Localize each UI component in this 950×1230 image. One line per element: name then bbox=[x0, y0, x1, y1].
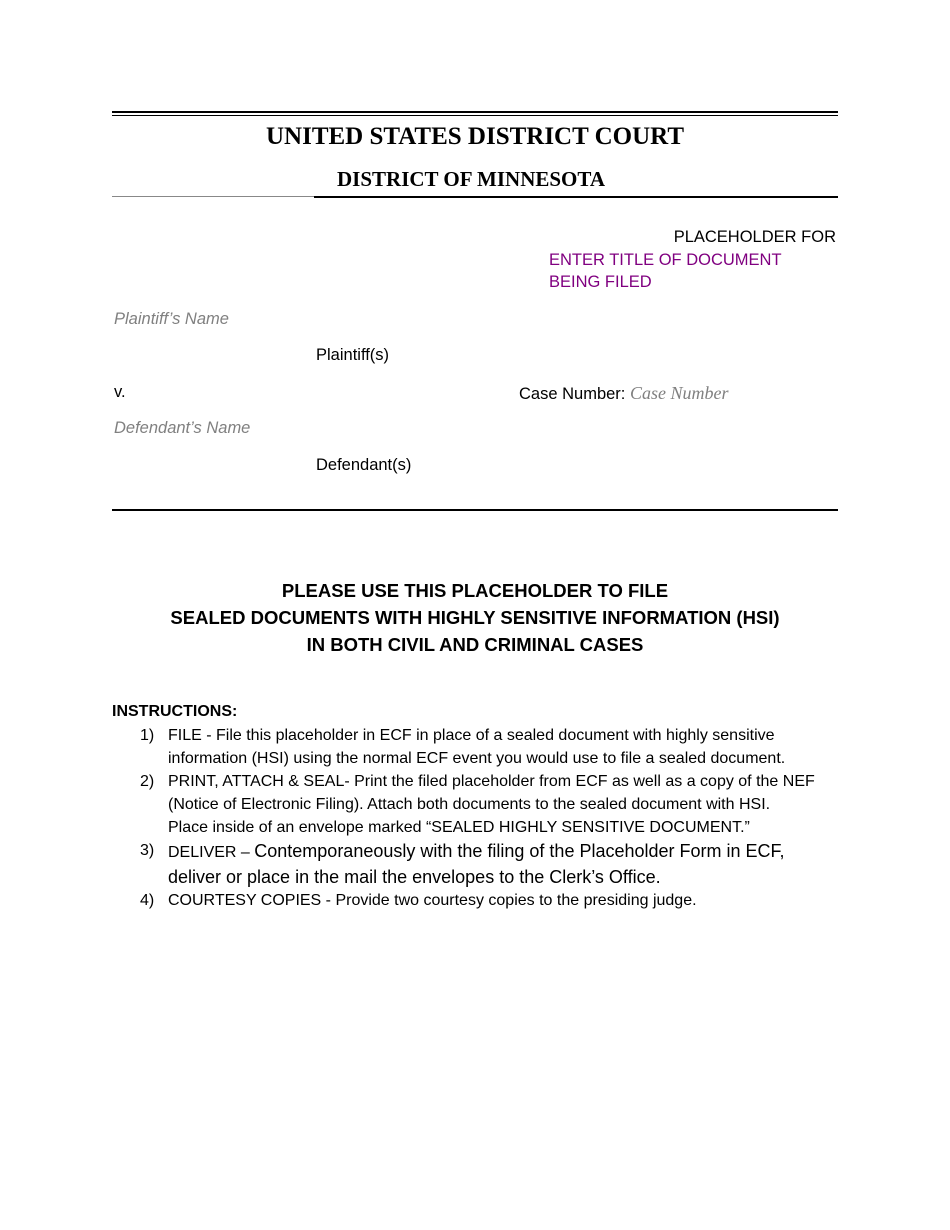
instruction-number: 4) bbox=[140, 892, 155, 909]
plaintiff-label: Plaintiff(s) bbox=[316, 346, 390, 364]
document-title-line1[interactable]: ENTER TITLE OF DOCUMENT bbox=[549, 251, 782, 269]
instructions-heading: INSTRUCTIONS: bbox=[112, 703, 238, 720]
district-underline-left bbox=[112, 196, 314, 197]
instruction-prefix: DELIVER – bbox=[168, 844, 255, 861]
header-top-rule-thin bbox=[112, 115, 838, 116]
instructions-list bbox=[112, 724, 852, 912]
document-prefix: PLACEHOLDER FOR bbox=[673, 228, 836, 246]
instruction-text bbox=[168, 770, 852, 839]
plaintiff-name-field[interactable]: Plaintiff’s Name bbox=[114, 310, 229, 328]
instruction-line: COURTESY COPIES - Provide two courtesy copies to the presiding judge. bbox=[168, 892, 697, 909]
instruction-item-4 bbox=[112, 889, 852, 912]
case-number-field[interactable]: Case Number bbox=[629, 383, 729, 403]
caption-bottom-rule bbox=[112, 509, 838, 511]
instruction-line bbox=[168, 839, 852, 865]
instruction-item-1 bbox=[112, 724, 852, 770]
case-number bbox=[519, 383, 728, 404]
instruction-item-3 bbox=[112, 839, 852, 889]
district-title: DISTRICT OF MINNESOTA bbox=[337, 167, 605, 191]
instruction-text bbox=[168, 889, 852, 912]
instruction-number: 1) bbox=[140, 727, 155, 744]
instruction-line: (Notice of Electronic Filing). Attach both documents to the sealed document with HSI. bbox=[168, 796, 771, 813]
instruction-text bbox=[168, 724, 852, 770]
instruction-line: information (HSI) using the normal ECF event you would use to file a sealed document. bbox=[168, 750, 786, 767]
notice-line1: PLEASE USE THIS PLACEHOLDER TO FILE bbox=[281, 580, 669, 601]
instruction-line: FILE - File this placeholder in ECF in place of a sealed document with highly sensitive bbox=[168, 727, 775, 744]
district-underline-right bbox=[314, 196, 838, 198]
instruction-line: deliver or place in the mail the envelopes to the Clerk’s Office. bbox=[168, 867, 661, 887]
instruction-text bbox=[168, 839, 852, 889]
case-number-label: Case Number: bbox=[519, 385, 626, 403]
instruction-number: 3) bbox=[140, 842, 155, 859]
defendant-label: Defendant(s) bbox=[316, 456, 412, 474]
court-title: UNITED STATES DISTRICT COURT bbox=[266, 123, 684, 150]
defendant-name-field[interactable]: Defendant’s Name bbox=[114, 419, 251, 437]
header-top-rule-thick bbox=[112, 111, 838, 113]
instruction-line: Place inside of an envelope marked “SEALED HIGHLY SENSITIVE DOCUMENT.” bbox=[168, 819, 750, 836]
document-title-line2[interactable]: BEING FILED bbox=[549, 273, 652, 291]
versus-label: v. bbox=[114, 383, 126, 401]
instruction-line-text: Contemporaneously with the filing of the Placeholder Form in ECF, bbox=[254, 841, 785, 861]
instruction-item-2 bbox=[112, 770, 852, 839]
notice-line3: IN BOTH CIVIL AND CRIMINAL CASES bbox=[306, 634, 644, 655]
instruction-number: 2) bbox=[140, 773, 155, 790]
instruction-line: PRINT, ATTACH & SEAL- Print the filed placeholder from ECF as well as a copy of the NEF bbox=[168, 773, 815, 790]
notice-line2: SEALED DOCUMENTS WITH HIGHLY SENSITIVE INFORMATION (HSI) bbox=[170, 607, 780, 628]
notice-block bbox=[112, 577, 838, 658]
